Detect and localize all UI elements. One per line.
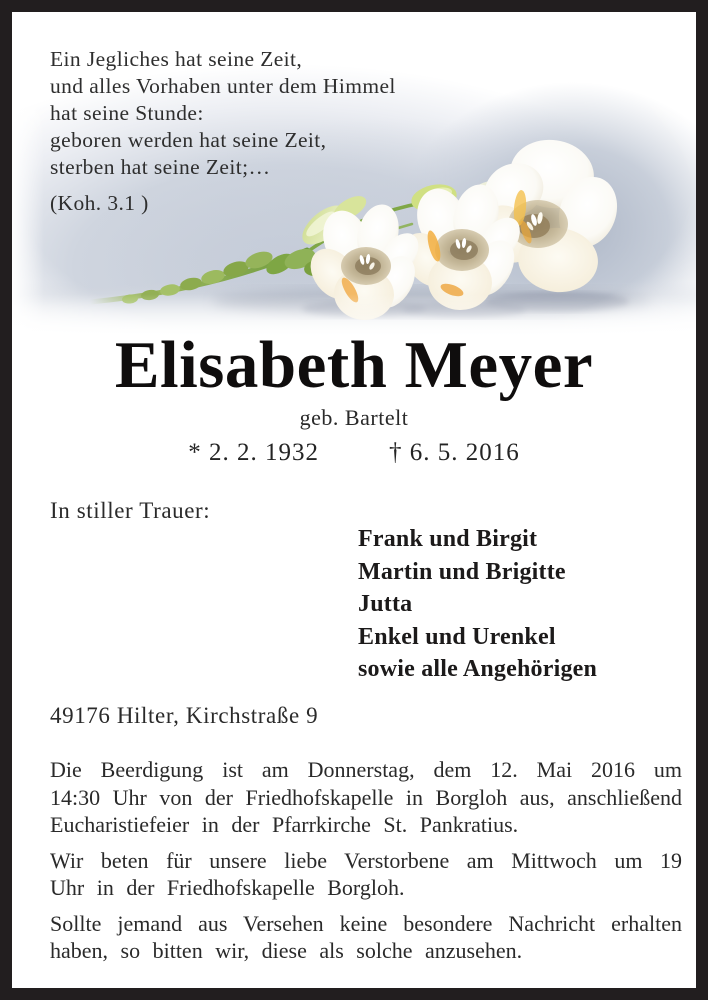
quote-source: (Koh. 3.1 ) [50, 191, 149, 215]
funeral-announcements [50, 756, 682, 973]
scripture-quote [50, 46, 396, 217]
mourner-item: Frank und Birgit [358, 526, 538, 552]
life-dates [12, 439, 696, 467]
mourner-item: sowie alle Angehörigen [358, 656, 598, 682]
announcement-paragraph: Sollte jemand aus Versehen keine besondere Nachricht erhalten haben, so bitten wir, diese als solche anzusehen. [50, 910, 682, 963]
maiden-name: geb. Bartelt [299, 405, 409, 430]
announcement-paragraph: Wir beten für unsere liebe Verstorbene am Mittwoch um 19 Uhr in der Friedhofskapelle Borgloh. [50, 847, 682, 900]
quote-line: Ein Jegliches hat seine Zeit, [50, 47, 303, 71]
deceased-name: Elisabeth Meyer [114, 328, 594, 402]
quote-line: sterben hat seine Zeit;… [50, 155, 271, 179]
quote-line: hat seine Stunde: [50, 101, 204, 125]
mourners-list [358, 523, 597, 686]
birth-date: * 2. 2. 1932 [188, 439, 319, 466]
death-date: † 6. 5. 2016 [389, 439, 520, 466]
mourning-intro: In stiller Trauer: [50, 498, 211, 523]
mourner-item: Enkel und Urenkel [358, 623, 556, 650]
address-line: 49176 Hilter, Kirchstraße 9 [50, 703, 319, 728]
announcement-paragraph: Die Beerdigung ist am Donnerstag, dem 12. Mai 2016 um 14:30 Uhr von der Friedhofskapelle in Borgloh aus, anschließend Eucharistiefeier in der Pfarrkirche St. Pankratius. [50, 757, 682, 837]
quote-line: und alles Vorhaben unter dem Himmel [50, 74, 396, 98]
mourner-item: Martin und Brigitte [358, 558, 566, 585]
quote-line: geboren werden hat seine Zeit, [50, 128, 327, 152]
mourner-item: Jutta [358, 591, 413, 617]
